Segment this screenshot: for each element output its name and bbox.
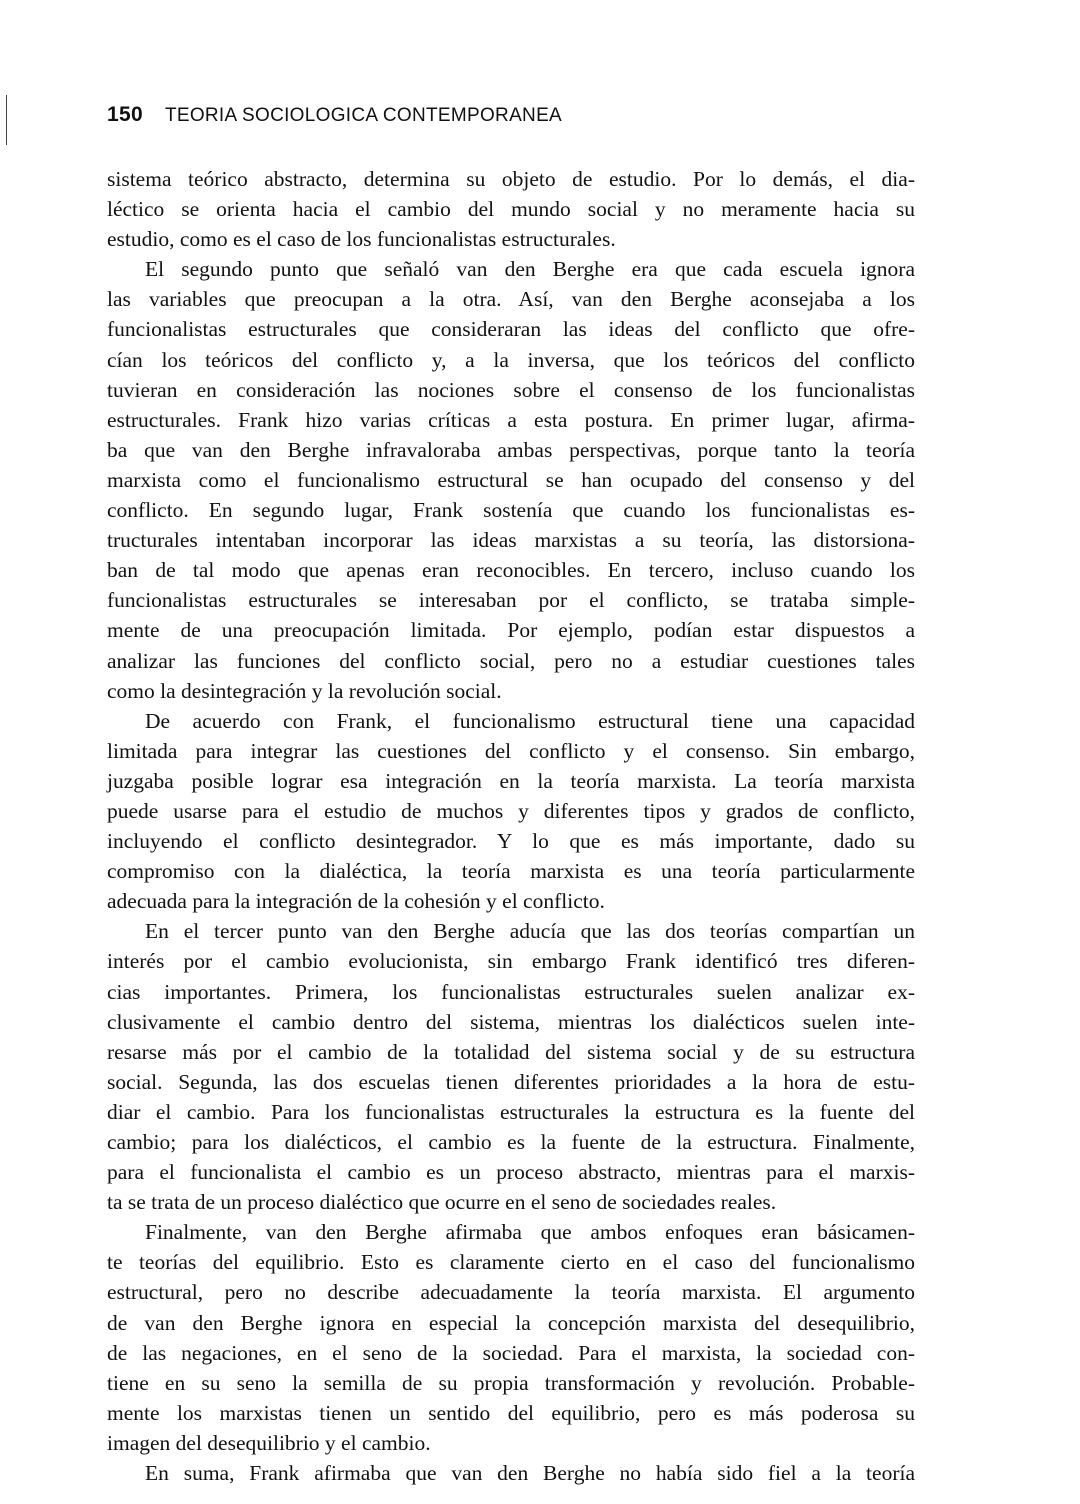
text-line: para el funcionalista el cambio es un proceso abstracto, mientras para el marxis- [107, 1160, 915, 1185]
text-line: puede usarse para el estudio de muchos y diferentes tipos y grados de conflicto, [107, 798, 915, 823]
running-header [107, 103, 562, 127]
text-line: Finalmente, van den Berghe afirmaba que ambos enfoques eran básicamen- [145, 1220, 915, 1245]
text-line: sistema teórico abstracto, determina su objeto de estudio. Por lo demás, el dia- [107, 167, 915, 191]
text-line: clusivamente el cambio dentro del sistema, mientras los dialécticos suelen inte- [107, 1009, 915, 1034]
paragraph [107, 706, 915, 917]
text-line: mente los marxistas tienen un sentido del equilibrio, pero es más poderosa su [107, 1400, 915, 1425]
text-line: tuvieran en consideración las nociones sobre el consenso de los funcionalistas [107, 377, 915, 402]
text-line: ban de tal modo que apenas eran reconocibles. En tercero, incluso cuando los [107, 558, 915, 583]
scan-artifact-line [6, 95, 7, 145]
text-line: conflicto. En segundo lugar, Frank sostenía que cuando los funcionalistas es- [107, 498, 915, 523]
text-line: cias importantes. Primera, los funcionalistas estructurales suelen analizar ex- [107, 979, 915, 1004]
text-line: El segundo punto que señaló van den Berghe era que cada escuela ignora [145, 257, 915, 282]
text-line: En el tercer punto van den Berghe aducía que las dos teorías compartían un [145, 919, 915, 944]
text-line: tructurales intentaban incorporar las ideas marxistas a su teoría, las distorsiona- [107, 528, 915, 553]
text-line: imagen del desequilibrio y el cambio. [107, 1430, 431, 1455]
text-line: diar el cambio. Para los funcionalistas estructurales la estructura es la fuente del [107, 1099, 915, 1124]
text-line: analizar las funciones del conflicto social, pero no a estudiar cuestiones tales [107, 648, 915, 673]
text-line: juzgaba posible lograr esa integración en la teoría marxista. La teoría marxista [107, 768, 915, 793]
text-line: las variables que preocupan a la otra. Así, van den Berghe aconsejaba a los [107, 287, 915, 312]
text-line: limitada para integrar las cuestiones del conflicto y el consenso. Sin embargo, [107, 738, 915, 763]
text-line: ba que van den Berghe infravaloraba ambas perspectivas, porque tanto la teoría [107, 437, 915, 462]
text-line: léctico se orienta hacia el cambio del mundo social y no meramente hacia su [107, 197, 915, 222]
text-line: marxista como el funcionalismo estructural se han ocupado del consenso y del [107, 467, 915, 492]
paragraph [107, 1217, 915, 1458]
text-line: De acuerdo con Frank, el funcionalismo estructural tiene una capacidad [145, 708, 915, 733]
text-line: funcionalistas estructurales que consideraran las ideas del conflicto que ofre- [107, 317, 915, 342]
text-line: estructural, pero no describe adecuadamente la teoría marxista. El argumento [107, 1280, 915, 1305]
running-title: TEORIA SOCIOLOGICA CONTEMPORANEA [164, 105, 563, 126]
text-line: te teorías del equilibrio. Esto es claramente cierto en el caso del funcionalismo [107, 1250, 915, 1275]
text-line: funcionalistas estructurales se interesaban por el conflicto, se trataba simple- [107, 588, 915, 613]
page-number: 150 [107, 103, 143, 126]
text-line: tiene en su seno la semilla de su propia transformación y revolución. Probable- [107, 1370, 915, 1395]
text-line: cían los teóricos del conflicto y, a la inversa, que los teóricos del conflicto [107, 347, 915, 372]
text-line: interés por el cambio evolucionista, sin embargo Frank identificó tres diferen- [107, 949, 915, 974]
text-line: de van den Berghe ignora en especial la concepción marxista del desequilibrio, [107, 1310, 915, 1335]
text-line: En suma, Frank afirmaba que van den Berghe no había sido fiel a la teoría [145, 1461, 915, 1486]
paragraph [107, 916, 915, 1217]
text-line: mente de una preocupación limitada. Por ejemplo, podían estar dispuestos a [107, 618, 915, 643]
text-line: social. Segunda, las dos escuelas tienen diferentes prioridades a la hora de estu- [107, 1069, 915, 1094]
page-body [107, 164, 915, 1488]
text-line: como la desintegración y la revolución social. [107, 678, 502, 703]
text-line: estudio, como es el caso de los funcionalistas estructurales. [107, 227, 616, 252]
text-line: de las negaciones, en el seno de la sociedad. Para el marxista, la sociedad con- [107, 1340, 915, 1365]
text-line: compromiso con la dialéctica, la teoría marxista es una teoría particularmente [107, 859, 915, 884]
text-line: resarse más por el cambio de la totalidad del sistema social y de su estructura [107, 1039, 915, 1064]
paragraph [107, 1458, 915, 1488]
paragraph [107, 164, 915, 254]
text-line: estructurales. Frank hizo varias críticas a esta postura. En primer lugar, afirma- [107, 407, 915, 432]
text-line: ta se trata de un proceso dialéctico que ocurre en el seno de sociedades reales. [107, 1190, 777, 1215]
paragraph [107, 254, 915, 705]
text-line: adecuada para la integración de la cohesión y el conflicto. [107, 889, 605, 914]
text-line: cambio; para los dialécticos, el cambio es la fuente de la estructura. Finalmente, [107, 1130, 915, 1154]
text-line: incluyendo el conflicto desintegrador. Y lo que es más importante, dado su [107, 829, 915, 854]
